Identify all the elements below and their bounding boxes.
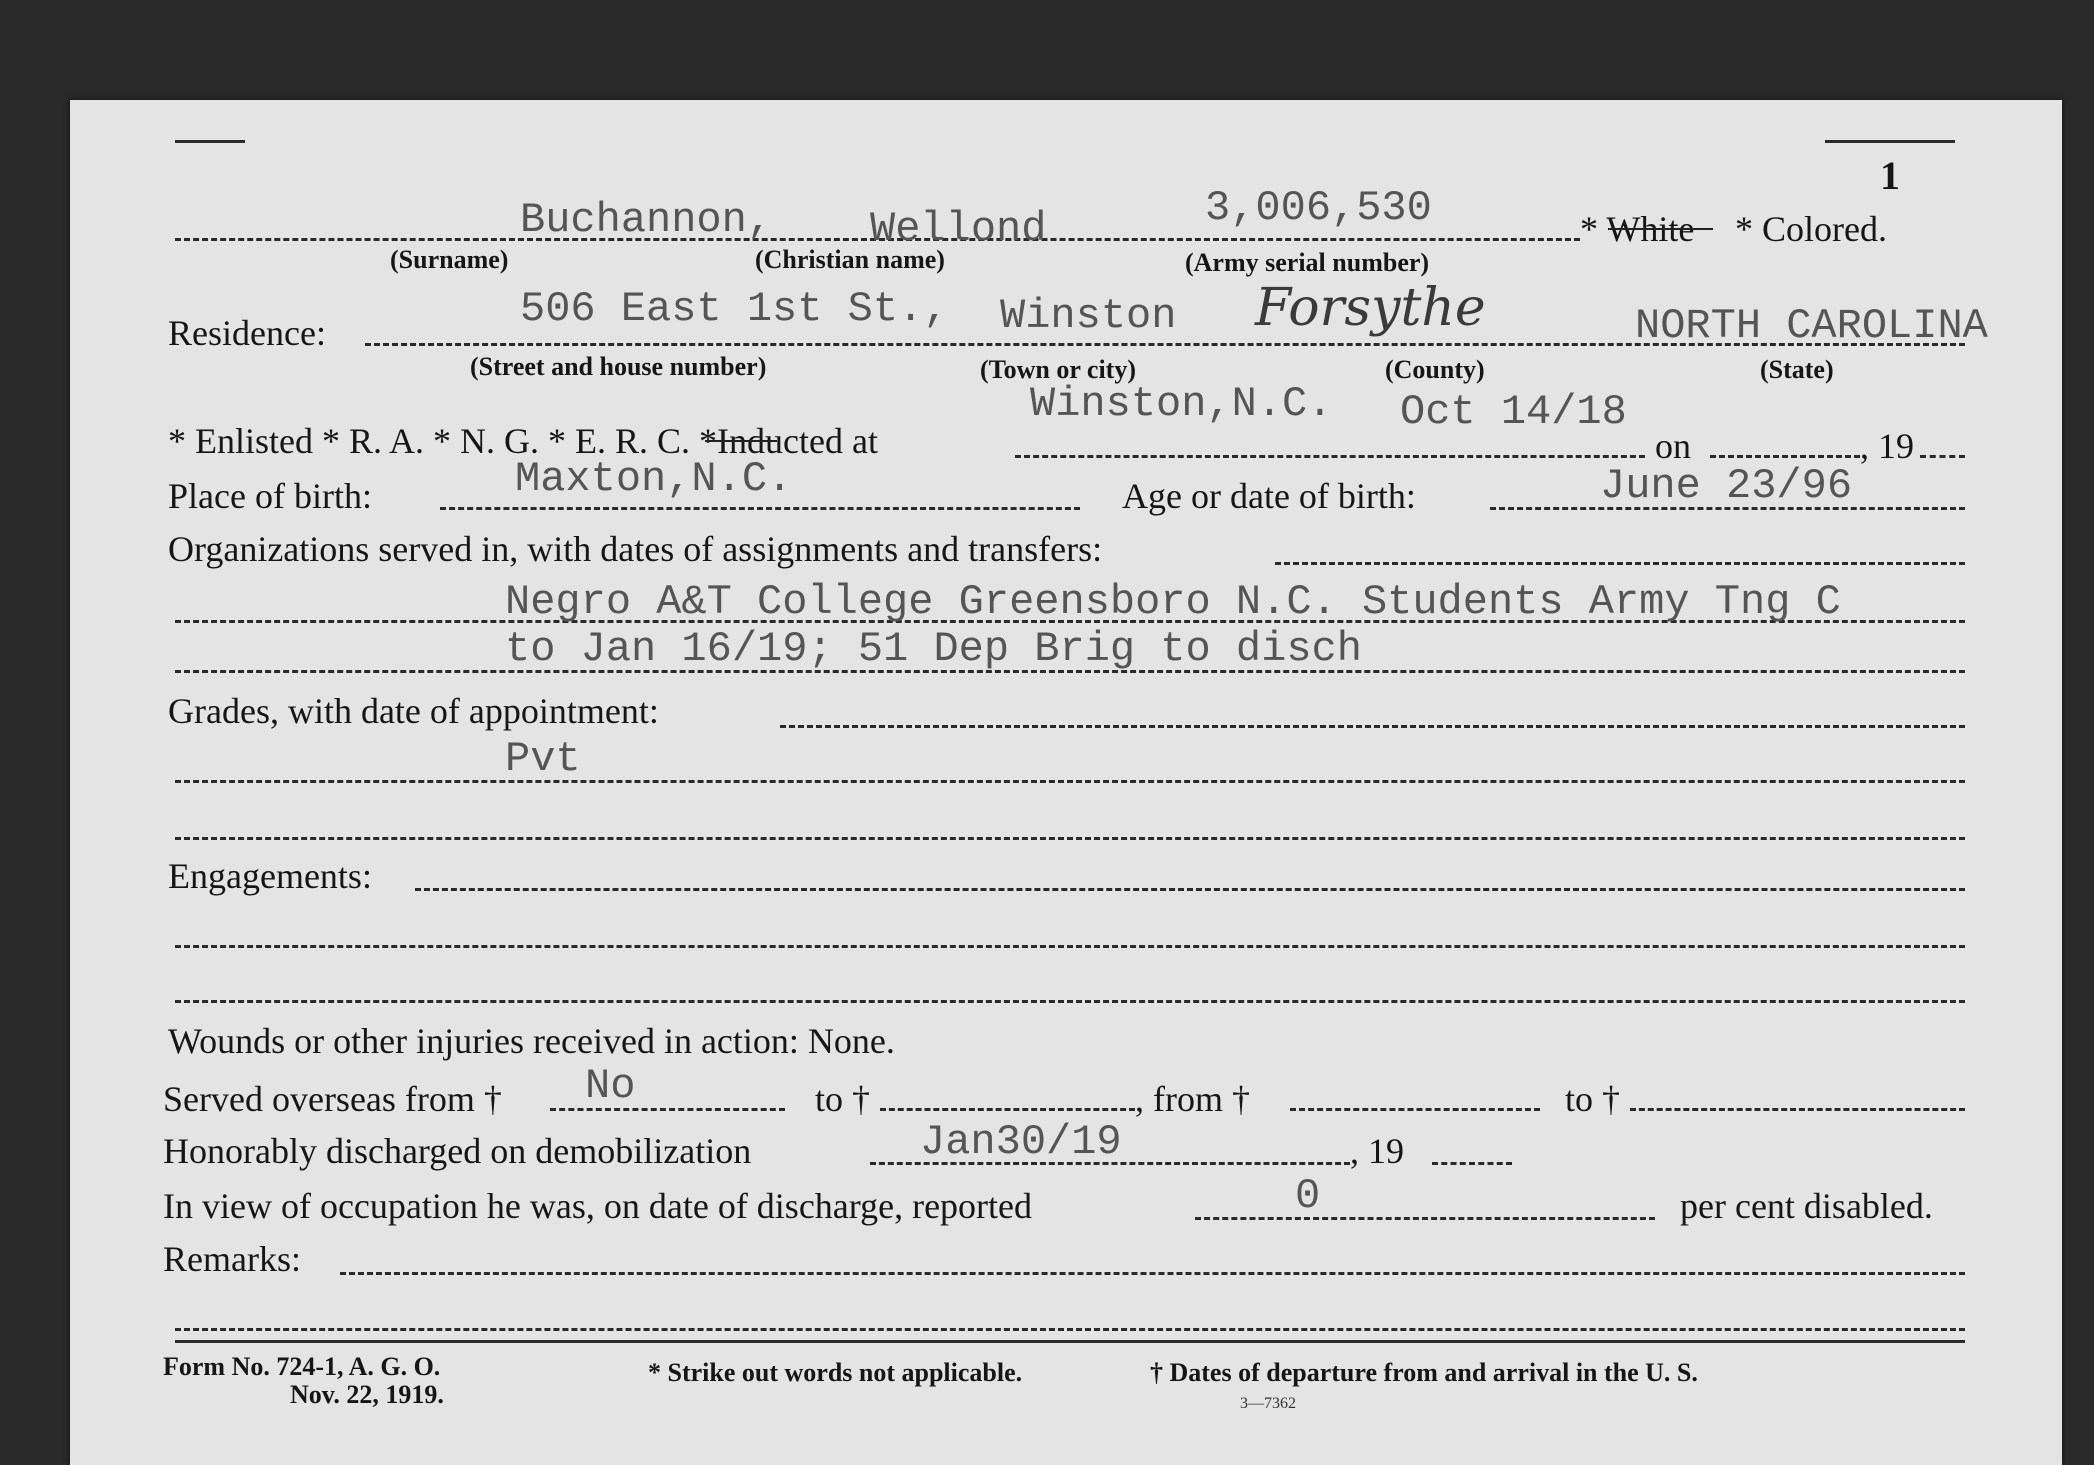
dates-note: † Dates of departure from and arrival in the U. S. (1150, 1358, 1698, 1387)
serial-number-value: 3,006,530 (1205, 184, 1432, 232)
grades-label: Grades, with date of appointment: (168, 691, 659, 731)
discharge-label: Honorably discharged on demobilization (163, 1131, 752, 1171)
disability-value: 0 (1295, 1172, 1321, 1220)
overseas-to2-label: to † (1565, 1079, 1621, 1119)
organizations-value-2: to Jan 16/19; 51 Dep Brig to disch (505, 625, 1362, 673)
christian-name-value: Wellond (870, 205, 1047, 253)
birth-place-label: Place of birth: (168, 476, 372, 516)
white-strikeout (1608, 228, 1713, 230)
birth-date-label: Age or date of birth: (1122, 476, 1416, 516)
remarks-line-2 (175, 1328, 1965, 1331)
white-option: * White (1580, 209, 1695, 249)
colored-option: * Colored. (1735, 209, 1887, 249)
top-right-rule (1825, 140, 1955, 143)
organizations-label: Organizations served in, with dates of assignments and transfers: (168, 529, 1103, 569)
engagements-line-2 (175, 1000, 1965, 1003)
footer-rule (175, 1340, 1965, 1343)
disability-suffix: per cent disabled. (1680, 1186, 1933, 1226)
induction-year-line (1920, 455, 1965, 458)
grades-value: Pvt (505, 735, 581, 783)
town-value: Winston (1000, 292, 1177, 340)
card-number: 1 (1880, 153, 1900, 198)
birth-place-line (440, 507, 1080, 510)
birth-date-value: June 23/96 (1600, 462, 1853, 510)
form-number: Form No. 724-1, A. G. O. (163, 1352, 441, 1381)
serial-number-caption: (Army serial number) (1185, 248, 1430, 277)
county-value: Forsythe (1255, 278, 1486, 338)
wounds-label: Wounds or other injuries received in action: None. (168, 1021, 895, 1061)
organizations-value-1: Negro A&T College Greensboro N.C. Students Army Tng C (505, 578, 1841, 626)
strike-note: * Strike out words not applicable. (648, 1358, 1023, 1387)
grades-line-1 (175, 780, 1965, 783)
county-caption: (County) (1385, 355, 1485, 384)
town-caption: (Town or city) (980, 355, 1136, 384)
disability-label: In view of occupation he was, on date of discharge, reported (163, 1186, 1033, 1226)
overseas-value: No (585, 1062, 636, 1110)
state-caption: (State) (1760, 355, 1834, 384)
erc-strikeout (705, 440, 777, 442)
discharge-year-suffix: , 19 (1350, 1131, 1404, 1171)
street-value: 506 East 1st St., (520, 285, 949, 333)
christian-name-caption: (Christian name) (755, 245, 945, 274)
top-left-rule (175, 140, 245, 143)
overseas-to-line (880, 1108, 1135, 1111)
surname-caption: (Surname) (390, 245, 509, 274)
engagements-label-line (415, 888, 1965, 891)
grades-line-2 (175, 837, 1965, 840)
engagements-line-1 (175, 945, 1965, 948)
remarks-line-1 (340, 1272, 1965, 1275)
induction-place-value: Winston,N.C. (1030, 380, 1333, 428)
induction-date-value: Oct 14/18 (1400, 388, 1627, 436)
discharge-date-value: Jan30/19 (920, 1118, 1122, 1166)
birth-place-value: Maxton,N.C. (515, 455, 793, 503)
induction-on-label: on (1655, 426, 1691, 466)
organizations-label-line (1275, 562, 1965, 565)
overseas-to2-line (1630, 1108, 1965, 1111)
print-code: 3—7362 (1240, 1395, 1296, 1412)
overseas-label: Served overseas from † (163, 1079, 502, 1119)
induction-year-suffix: , 19 (1860, 426, 1914, 466)
discharge-year-line (1432, 1162, 1512, 1165)
street-caption: (Street and house number) (470, 352, 767, 381)
overseas-from2-line (1290, 1108, 1540, 1111)
state-value: NORTH CAROLINA (1635, 302, 1988, 350)
induction-label: * Enlisted * R. A. * N. G. * E. R. C. *Inducted at (168, 421, 878, 461)
overseas-from2-label: , from † (1135, 1079, 1250, 1119)
overseas-to-label: to † (815, 1079, 871, 1119)
surname-value: Buchannon, (520, 196, 773, 244)
service-record-card (70, 100, 2062, 1465)
disability-line (1195, 1217, 1655, 1220)
form-date: Nov. 22, 1919. (290, 1380, 444, 1409)
remarks-label: Remarks: (163, 1239, 301, 1279)
induction-date-line (1710, 455, 1860, 458)
engagements-label: Engagements: (168, 856, 372, 896)
residence-label: Residence: (168, 313, 326, 353)
induction-place-line (1015, 455, 1645, 458)
grades-label-line (780, 725, 1965, 728)
